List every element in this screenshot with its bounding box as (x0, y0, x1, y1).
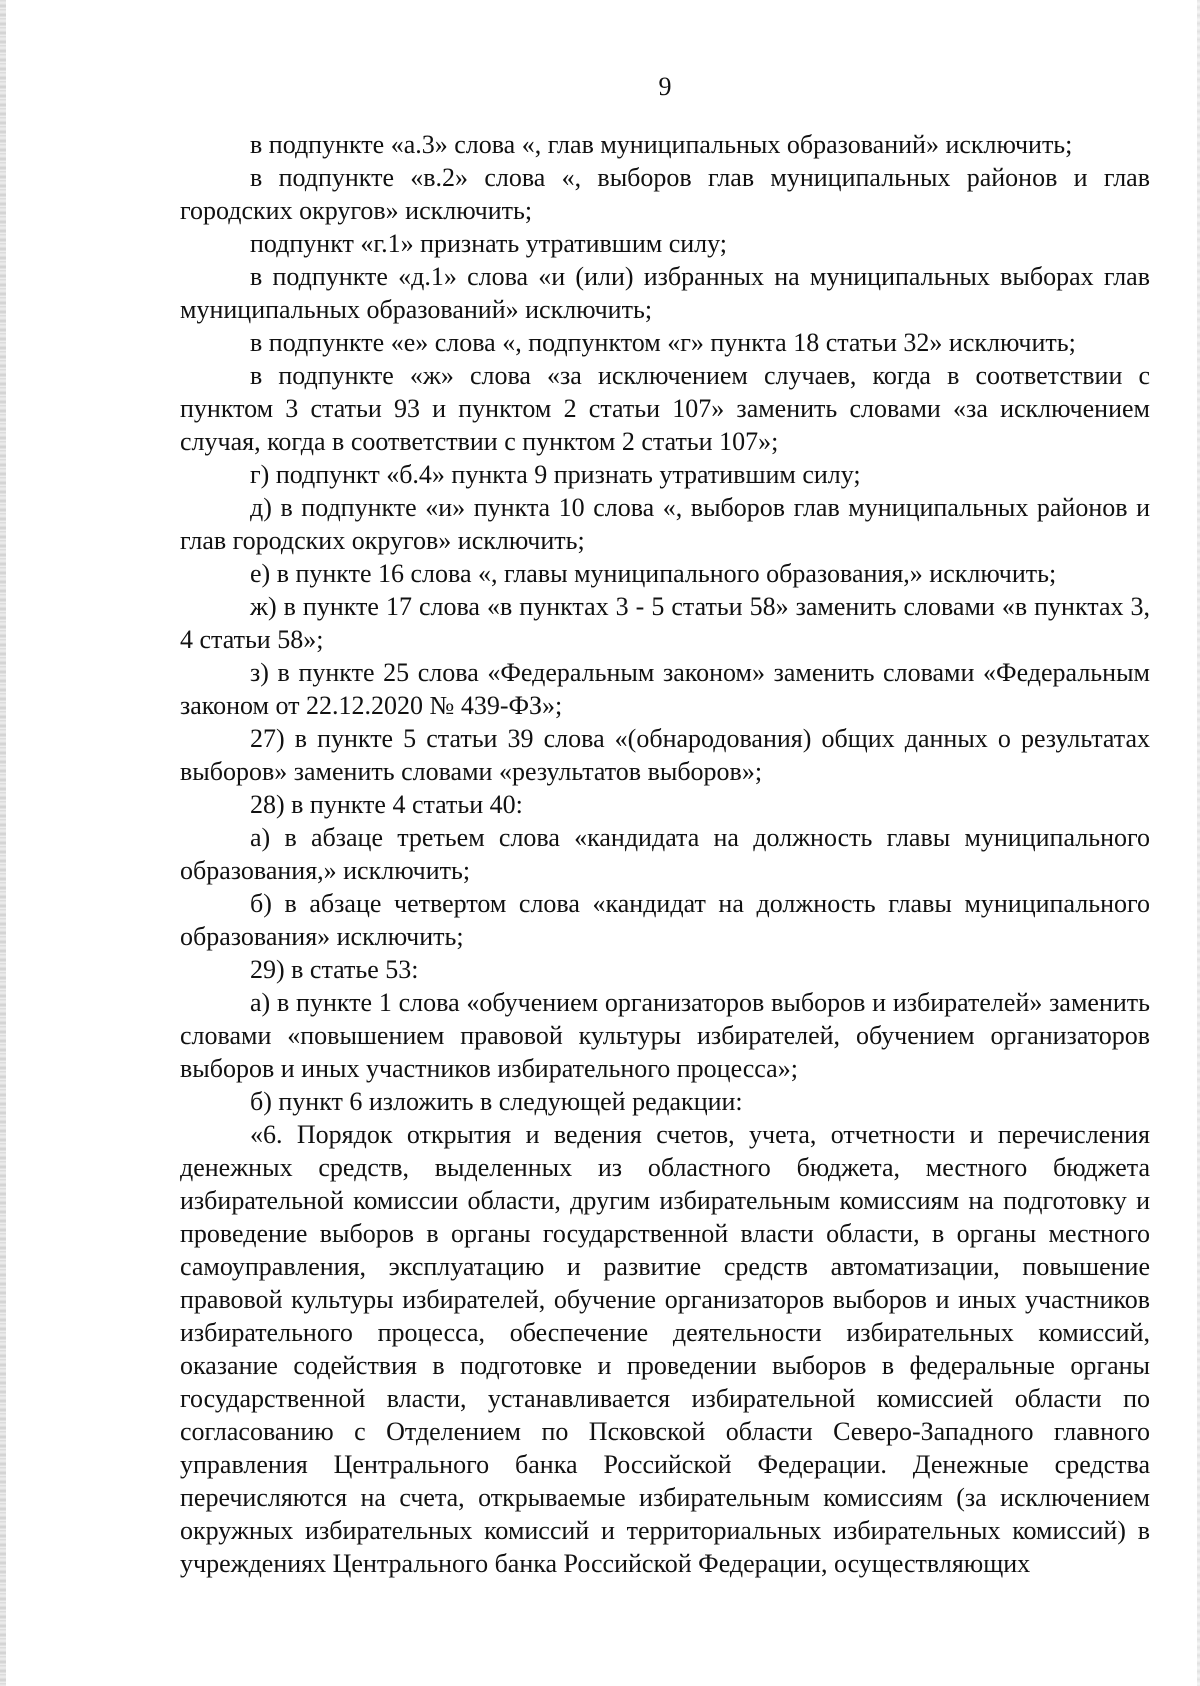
paragraph: е) в пункте 16 слова «, главы муниципального образования,» исключить; (250, 559, 1057, 588)
paragraph: в подпункте «д.1» слова «и (или) избранных на муниципальных выборах глав муниципальных образований» исключить; (180, 262, 1150, 324)
scan-edge-left (0, 0, 6, 1686)
paragraph: «6. Порядок открытия и ведения счетов, учета, отчетности и перечисления денежных средств, выделенных из областного бюджета, местного бюджета избирательной комиссии области, другим избирательным комиссиям на подготовку и проведение выборов в органы государственной власти области, в органы местного самоуправления, эксплуатацию и развитие средств автоматизации, повышение правовой культуры избирателей, обучение организаторов выборов и иных участников избирательного процесса, обеспечение деятельности избирательных комиссий, оказание содействия в подготовке и проведении выборов в федеральные органы государственной власти, устанавливается избирательной комиссией области по согласованию с Отделением по Псковской области Северо-Западного главного управления Центрального банка Российской Федерации. Денежные средства перечисляются на счета, открываемые избирательным комиссиям (за исключением окружных избирательных комиссий и территориальных избирательных комиссий) в учреждениях Центрального банка Российской Федерации, осуществляющих (180, 1120, 1150, 1578)
paragraph: ж) в пункте 17 слова «в пунктах 3 - 5 статьи 58» заменить словами «в пунктах 3, 4 статьи 58»; (180, 592, 1150, 654)
paragraph: в подпункте «е» слова «, подпунктом «г» пункта 18 статьи 32» исключить; (250, 328, 1076, 357)
paragraph: г) подпункт «б.4» пункта 9 признать утратившим силу; (250, 460, 861, 489)
paragraph: в подпункте «в.2» слова «, выборов глав муниципальных районов и глав городских округов» исключить; (180, 163, 1150, 225)
paragraph: д) в подпункте «и» пункта 10 слова «, выборов глав муниципальных районов и глав городских округов» исключить; (180, 493, 1150, 555)
paragraph: б) пункт 6 изложить в следующей редакции: (250, 1087, 743, 1116)
document-body (180, 128, 1150, 1580)
paragraph: б) в абзаце четвертом слова «кандидат на должность главы муниципального образования» исключить; (180, 889, 1150, 951)
paragraph: 29) в статье 53: (250, 955, 419, 984)
paragraph: в подпункте «а.3» слова «, глав муниципальных образований» исключить; (250, 130, 1073, 159)
page-number: 9 (658, 72, 672, 101)
paragraph: а) в пункте 1 слова «обучением организаторов выборов и избирателей» заменить словами «повышением правовой культуры избирателей, обучением организаторов выборов и иных участников избирательного процесса»; (180, 988, 1150, 1083)
paragraph: 27) в пункте 5 статьи 39 слова «(обнародования) общих данных о результатах выборов» заменить словами «результатов выборов»; (180, 724, 1150, 786)
paragraph: а) в абзаце третьем слова «кандидата на должность главы муниципального образования,» исключить; (180, 823, 1150, 885)
paragraph: з) в пункте 25 слова «Федеральным законом» заменить словами «Федеральным законом от 22.12.2020 № 439-ФЗ»; (180, 658, 1150, 720)
paragraph: подпункт «г.1» признать утратившим силу; (250, 229, 728, 258)
paragraph: в подпункте «ж» слова «за исключением случаев, когда в соответствии с пунктом 3 статьи 93 и пунктом 2 статьи 107» заменить словами «за исключением случая, когда в соответствии с пунктом 2 статьи 107»; (180, 361, 1150, 456)
paragraph: 28) в пункте 4 статьи 40: (250, 790, 523, 819)
